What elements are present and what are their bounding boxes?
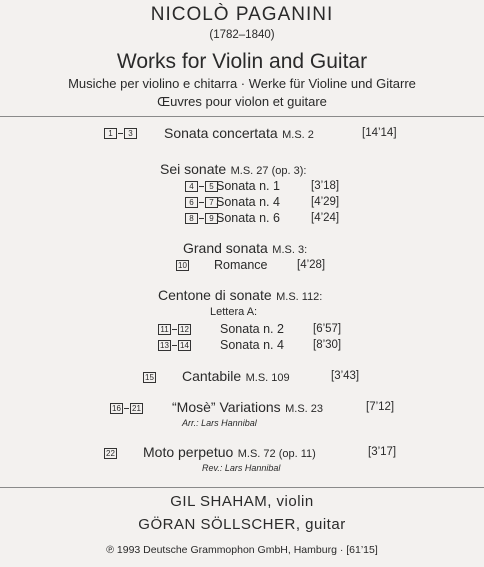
composer-dates: (1782–1840) (209, 29, 275, 41)
track-15: 15 (143, 372, 156, 383)
performer-violin: GIL SHAHAM, violin (170, 493, 314, 510)
arranger-note: Arr.: Lars Hannibal (182, 418, 257, 428)
subtitle-fr: Œuvres pour violon et guitare (157, 94, 327, 109)
movement-centone-2: Sonata n. 2 (220, 322, 284, 336)
work-centone: Centone di sonate M.S. 112: (158, 287, 323, 303)
duration-mose: [7’12] (366, 401, 395, 413)
movement-sonata-4: Sonata n. 4 (216, 195, 280, 209)
album-title: Works for Violin and Guitar (116, 50, 368, 73)
duration-sonata-6: [4’24] (311, 212, 340, 224)
movement-romance: Romance (214, 258, 268, 272)
duration-sonata-1: [3’18] (311, 180, 340, 192)
divider-top (0, 116, 484, 117)
duration-centone-2: [6’57] (313, 323, 342, 335)
work-sei-sonate: Sei sonate M.S. 27 (op. 3): (160, 161, 307, 177)
performer-guitar: GÖRAN SÖLLSCHER, guitar (138, 516, 346, 533)
duration-sonata-4: [4’29] (311, 196, 340, 208)
work-cantabile: Cantabile M.S. 109 (182, 368, 290, 384)
track-range-1-3: 1 3 (104, 128, 137, 139)
movement-centone-4: Sonata n. 4 (220, 338, 284, 352)
track-range-6-7: 6 7 (185, 197, 218, 208)
duration-sonata-concertata: [14’14] (362, 127, 397, 139)
composer-name: NICOLÒ PAGANINI (150, 4, 334, 25)
movement-sonata-6: Sonata n. 6 (216, 211, 280, 225)
work-moto-perpetuo: Moto perpetuo M.S. 72 (op. 11) (143, 444, 316, 460)
work-grand-sonata: Grand sonata M.S. 3: (183, 240, 308, 256)
movement-sonata-1: Sonata n. 1 (216, 179, 280, 193)
duration-centone-4: [8’30] (313, 339, 342, 351)
track-10: 10 (176, 260, 189, 271)
lettera-a: Lettera A: (210, 306, 258, 318)
work-sonata-concertata: Sonata concertata M.S. 2 (164, 125, 314, 141)
duration-cantabile: [3’43] (331, 370, 360, 382)
subtitle-it-de: Musiche per violino e chitarra · Werke für Violine und Gitarre (68, 76, 416, 91)
reviser-note: Rev.: Lars Hannibal (202, 463, 281, 473)
divider-bottom (0, 487, 484, 488)
track-range-4-5: 4 5 (185, 181, 218, 192)
track-22: 22 (104, 448, 117, 459)
track-range-13-14: 13 14 (158, 340, 191, 351)
duration-moto: [3’17] (368, 446, 397, 458)
track-range-16-21: 16 21 (110, 403, 143, 414)
copyright-footer: ℗ 1993 Deutsche Grammophon GmbH, Hamburg · [61’15] (106, 544, 378, 556)
track-range-8-9: 8 9 (185, 213, 218, 224)
duration-romance: [4’28] (297, 259, 326, 271)
work-mose-variations: “Mosè” Variations M.S. 23 (172, 399, 324, 415)
track-range-11-12: 11 12 (158, 324, 191, 335)
